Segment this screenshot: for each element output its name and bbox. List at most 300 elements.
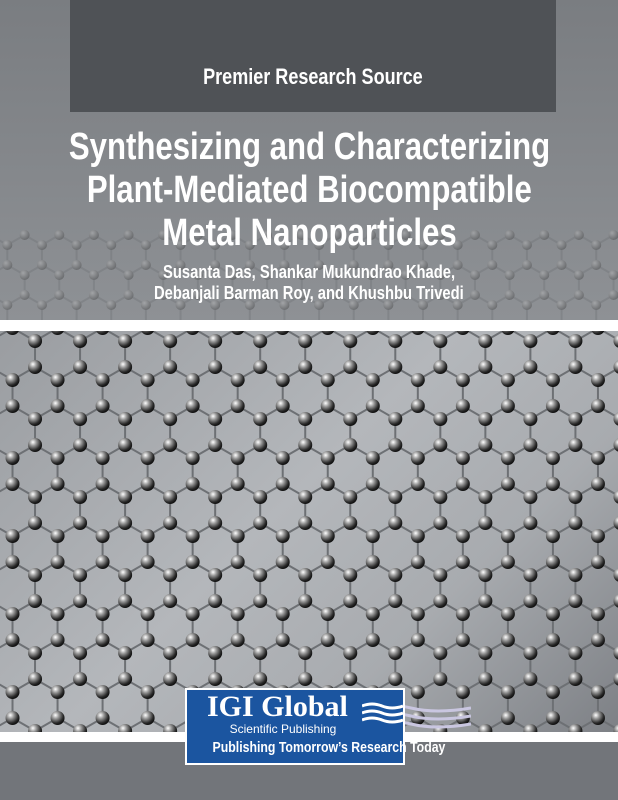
lattice-atom bbox=[343, 594, 357, 608]
lattice-atom bbox=[321, 477, 335, 491]
lattice-atom bbox=[276, 477, 290, 491]
lattice-atom bbox=[388, 516, 402, 530]
lattice-atom bbox=[276, 529, 290, 543]
lattice-atom bbox=[141, 451, 155, 465]
lattice-atom bbox=[411, 685, 425, 699]
lattice-atom bbox=[73, 594, 87, 608]
lattice-atom bbox=[186, 555, 200, 569]
lattice-atom bbox=[186, 529, 200, 543]
lattice-atom bbox=[186, 607, 200, 621]
lattice-atom bbox=[163, 672, 177, 686]
lattice-atom bbox=[298, 438, 312, 452]
lattice-atom bbox=[501, 711, 515, 725]
lattice-atom bbox=[411, 607, 425, 621]
lattice-atom bbox=[118, 334, 132, 348]
lattice-atom bbox=[73, 334, 87, 348]
lattice-atom bbox=[28, 438, 42, 452]
lattice-atom bbox=[231, 331, 245, 335]
lattice-atom bbox=[546, 607, 560, 621]
lattice-atom bbox=[73, 360, 87, 374]
lattice-atom bbox=[141, 477, 155, 491]
lattice-atom bbox=[96, 399, 110, 413]
lattice-atom bbox=[523, 724, 537, 732]
lattice-atom bbox=[96, 451, 110, 465]
lattice-atom bbox=[613, 412, 618, 426]
lattice-atom bbox=[591, 685, 605, 699]
lattice-atom bbox=[456, 331, 470, 335]
lattice-atom bbox=[546, 529, 560, 543]
lattice-atom bbox=[51, 399, 65, 413]
lattice-atom bbox=[186, 451, 200, 465]
lattice-atom bbox=[231, 607, 245, 621]
lattice-atom bbox=[613, 594, 618, 608]
lattice-atom bbox=[433, 516, 447, 530]
lattice-atom bbox=[276, 555, 290, 569]
lattice-atom bbox=[523, 672, 537, 686]
lattice-atom bbox=[298, 490, 312, 504]
lattice-atom bbox=[51, 373, 65, 387]
lattice-atom bbox=[613, 646, 618, 660]
author-line: Susanta Das, Shankar Mukundrao Khade, bbox=[163, 262, 455, 282]
lattice-atom bbox=[343, 490, 357, 504]
lattice-atom bbox=[163, 360, 177, 374]
lattice-atom bbox=[411, 633, 425, 647]
lattice-atom bbox=[343, 672, 357, 686]
lattice-atom bbox=[141, 685, 155, 699]
lattice-atom bbox=[501, 451, 515, 465]
lattice-atom bbox=[141, 607, 155, 621]
lattice-atom bbox=[501, 331, 515, 335]
lattice-atom bbox=[96, 529, 110, 543]
lattice-atom bbox=[28, 724, 42, 732]
lattice-atom bbox=[118, 360, 132, 374]
lattice-atom bbox=[568, 412, 582, 426]
lattice-atom bbox=[298, 646, 312, 660]
lattice-atom bbox=[118, 724, 132, 732]
lattice-atom bbox=[186, 633, 200, 647]
title-line: Synthesizing and Characterizing bbox=[68, 126, 550, 168]
lattice-atom bbox=[478, 724, 492, 732]
lattice-atom bbox=[231, 477, 245, 491]
lattice-atom bbox=[51, 685, 65, 699]
lattice-atom bbox=[523, 490, 537, 504]
lattice-atom bbox=[501, 399, 515, 413]
lattice-atom bbox=[141, 331, 155, 335]
lattice-atom bbox=[276, 451, 290, 465]
lattice-atom bbox=[28, 672, 42, 686]
lattice-atom bbox=[186, 477, 200, 491]
lattice-atom bbox=[276, 373, 290, 387]
lattice-atom bbox=[456, 529, 470, 543]
publisher-name: IGI Global bbox=[207, 690, 348, 723]
lattice-atom bbox=[591, 477, 605, 491]
lattice-atom bbox=[141, 529, 155, 543]
lattice-atom bbox=[568, 646, 582, 660]
lattice-atom bbox=[96, 633, 110, 647]
lattice-atom bbox=[433, 490, 447, 504]
lattice-atom bbox=[208, 438, 222, 452]
lattice-atom bbox=[366, 399, 380, 413]
lattice-atom bbox=[6, 331, 20, 335]
lattice-atom bbox=[546, 451, 560, 465]
lattice-atom bbox=[208, 646, 222, 660]
lattice-atom bbox=[28, 490, 42, 504]
lattice-atom bbox=[163, 594, 177, 608]
lattice-atom bbox=[73, 646, 87, 660]
lattice-atom bbox=[591, 555, 605, 569]
lattice-atom bbox=[51, 451, 65, 465]
lattice-atom bbox=[141, 633, 155, 647]
lattice-atom bbox=[321, 555, 335, 569]
lattice-atom bbox=[343, 438, 357, 452]
publisher-subtitle: Scientific Publishing bbox=[229, 722, 337, 736]
lattice-atom bbox=[253, 334, 267, 348]
lattice-atom bbox=[523, 334, 537, 348]
lattice-atom bbox=[478, 568, 492, 582]
lattice-atom bbox=[546, 633, 560, 647]
lattice-atom bbox=[411, 331, 425, 335]
lattice-atom bbox=[591, 529, 605, 543]
lattice-atom bbox=[546, 711, 560, 725]
lattice-atom bbox=[501, 607, 515, 621]
lattice-atom bbox=[523, 568, 537, 582]
lattice-atom bbox=[28, 516, 42, 530]
lattice-atom bbox=[388, 412, 402, 426]
lattice-atom bbox=[343, 412, 357, 426]
lattice-atom bbox=[613, 438, 618, 452]
author-line: Debanjali Barman Roy, and Khushbu Trivedi bbox=[154, 283, 464, 303]
lattice-atom bbox=[568, 334, 582, 348]
lattice-atom bbox=[253, 516, 267, 530]
lattice-atom bbox=[6, 633, 20, 647]
lattice-atom bbox=[6, 399, 20, 413]
lattice-atom bbox=[388, 334, 402, 348]
authors bbox=[0, 262, 618, 304]
lattice-atom bbox=[96, 477, 110, 491]
lattice-atom bbox=[163, 646, 177, 660]
lattice-atom bbox=[253, 360, 267, 374]
lattice-atom bbox=[253, 490, 267, 504]
lattice-atom bbox=[433, 334, 447, 348]
lattice-atom bbox=[366, 331, 380, 335]
lattice-atom bbox=[231, 451, 245, 465]
lattice-atom bbox=[613, 360, 618, 374]
title-line: Metal Nanoparticles bbox=[161, 212, 457, 254]
lattice-atom bbox=[478, 594, 492, 608]
lattice-atom bbox=[613, 724, 618, 732]
lattice-atom bbox=[568, 672, 582, 686]
lattice-atom bbox=[141, 399, 155, 413]
lattice-atom bbox=[321, 373, 335, 387]
lattice-atom bbox=[568, 438, 582, 452]
lattice-atom bbox=[546, 477, 560, 491]
lattice-atom bbox=[231, 555, 245, 569]
lattice-atom bbox=[411, 477, 425, 491]
lattice-atom bbox=[6, 373, 20, 387]
lattice-atom bbox=[343, 360, 357, 374]
lattice-atom bbox=[568, 594, 582, 608]
lattice-atom bbox=[51, 477, 65, 491]
lattice-atom bbox=[321, 607, 335, 621]
lattice-atom bbox=[366, 633, 380, 647]
lattice-atom bbox=[456, 373, 470, 387]
lattice-atom bbox=[253, 438, 267, 452]
lattice-atom bbox=[456, 477, 470, 491]
lattice-atom bbox=[6, 477, 20, 491]
lattice-atom bbox=[366, 529, 380, 543]
lattice-atom bbox=[523, 412, 537, 426]
lattice-atom bbox=[433, 412, 447, 426]
lattice-atom bbox=[73, 412, 87, 426]
graphene-lattice-image bbox=[0, 331, 618, 732]
lattice-atom bbox=[298, 516, 312, 530]
lattice-atom bbox=[298, 334, 312, 348]
series-label: Premier Research Source bbox=[203, 64, 423, 89]
lattice-atom bbox=[276, 633, 290, 647]
lattice-atom bbox=[388, 646, 402, 660]
lattice-atom bbox=[28, 568, 42, 582]
lattice-atom bbox=[298, 568, 312, 582]
book-title bbox=[0, 126, 618, 255]
lattice-atom bbox=[478, 360, 492, 374]
lattice-atom bbox=[231, 373, 245, 387]
lattice-atom bbox=[568, 490, 582, 504]
lattice-atom bbox=[591, 711, 605, 725]
lattice-atom bbox=[523, 646, 537, 660]
lattice-atom bbox=[51, 555, 65, 569]
lattice-atom bbox=[366, 607, 380, 621]
lattice-atom bbox=[118, 516, 132, 530]
lattice-atom bbox=[6, 555, 20, 569]
lattice-atom bbox=[613, 490, 618, 504]
lattice-atom bbox=[568, 516, 582, 530]
lattice-atom bbox=[478, 672, 492, 686]
lattice-atom bbox=[118, 568, 132, 582]
lattice-atom bbox=[456, 451, 470, 465]
lattice-atom bbox=[478, 412, 492, 426]
lattice-atom bbox=[208, 412, 222, 426]
lattice-atom bbox=[568, 724, 582, 732]
lattice-atom bbox=[343, 646, 357, 660]
lattice-atom bbox=[478, 438, 492, 452]
lattice-atom bbox=[433, 360, 447, 374]
lattice-atom bbox=[433, 568, 447, 582]
lattice-atom bbox=[321, 633, 335, 647]
series-banner bbox=[70, 0, 556, 112]
lattice-atom bbox=[388, 490, 402, 504]
lattice-atom bbox=[523, 360, 537, 374]
lattice-atom bbox=[163, 438, 177, 452]
lattice-atom bbox=[208, 516, 222, 530]
lattice-atom bbox=[141, 555, 155, 569]
lattice-atom bbox=[366, 555, 380, 569]
lattice-atom bbox=[208, 594, 222, 608]
lattice-atom bbox=[411, 399, 425, 413]
lattice-atom bbox=[591, 331, 605, 335]
lattice-atom bbox=[546, 373, 560, 387]
lattice-atom bbox=[613, 568, 618, 582]
lattice-atom bbox=[298, 672, 312, 686]
lattice-atom bbox=[456, 607, 470, 621]
lattice-atom bbox=[478, 646, 492, 660]
lattice-atom bbox=[73, 516, 87, 530]
publisher-logo bbox=[185, 688, 446, 765]
lattice-atom bbox=[366, 477, 380, 491]
lattice-atom bbox=[118, 672, 132, 686]
lattice-atom bbox=[568, 568, 582, 582]
lattice-atom bbox=[546, 331, 560, 335]
publisher-tagline: Publishing Tomorrow’s Research Today bbox=[212, 739, 446, 756]
lattice-atom bbox=[456, 685, 470, 699]
lattice-atom bbox=[388, 594, 402, 608]
lattice-atom bbox=[613, 672, 618, 686]
lattice-atom bbox=[298, 360, 312, 374]
lattice-atom bbox=[208, 360, 222, 374]
lattice-atom bbox=[208, 568, 222, 582]
lattice-atom bbox=[501, 529, 515, 543]
lattice-atom bbox=[208, 334, 222, 348]
lattice-atom bbox=[591, 633, 605, 647]
lattice-atom bbox=[163, 516, 177, 530]
lattice-atom bbox=[591, 451, 605, 465]
lattice-atom bbox=[141, 373, 155, 387]
lattice-atom bbox=[411, 555, 425, 569]
logo-wave-icon bbox=[362, 702, 403, 724]
lattice-atom bbox=[456, 399, 470, 413]
lattice-atom bbox=[478, 490, 492, 504]
lattice-atom bbox=[6, 711, 20, 725]
lattice-atom bbox=[613, 334, 618, 348]
divider-stripe bbox=[0, 320, 618, 331]
lattice-atom bbox=[591, 399, 605, 413]
lattice-atom bbox=[366, 451, 380, 465]
lattice-atom bbox=[411, 373, 425, 387]
lattice-atom bbox=[253, 568, 267, 582]
lattice-atom bbox=[433, 438, 447, 452]
lattice-atom bbox=[163, 334, 177, 348]
lattice-atom bbox=[388, 438, 402, 452]
lattice-atom bbox=[321, 399, 335, 413]
lattice-atom bbox=[298, 412, 312, 426]
lattice-atom bbox=[163, 412, 177, 426]
lattice-atom bbox=[96, 685, 110, 699]
lattice-atom bbox=[546, 399, 560, 413]
lattice-atom bbox=[28, 334, 42, 348]
lattice-atom bbox=[343, 516, 357, 530]
lattice-atom bbox=[96, 607, 110, 621]
lattice-atom bbox=[501, 633, 515, 647]
lattice-atom bbox=[208, 672, 222, 686]
lattice-atom bbox=[321, 529, 335, 543]
lattice-atom bbox=[28, 594, 42, 608]
lattice-atom bbox=[343, 568, 357, 582]
lattice-atom bbox=[231, 529, 245, 543]
lattice-atom bbox=[73, 724, 87, 732]
lattice-atom bbox=[253, 412, 267, 426]
lattice-atom bbox=[118, 412, 132, 426]
lattice-atom bbox=[118, 438, 132, 452]
lattice-atom bbox=[591, 607, 605, 621]
lattice-atom bbox=[253, 646, 267, 660]
lattice-atom bbox=[388, 360, 402, 374]
lattice-atom bbox=[253, 594, 267, 608]
lattice-atom bbox=[163, 490, 177, 504]
lattice-atom bbox=[73, 490, 87, 504]
hexagonal-lattice-graphic bbox=[0, 331, 618, 732]
lattice-atom bbox=[51, 529, 65, 543]
lattice-atom bbox=[96, 331, 110, 335]
lattice-atom bbox=[276, 399, 290, 413]
lattice-atom bbox=[456, 633, 470, 647]
lattice-atom bbox=[298, 594, 312, 608]
lattice-atom bbox=[51, 331, 65, 335]
lattice-atom bbox=[546, 555, 560, 569]
lattice-atom bbox=[96, 555, 110, 569]
lattice-atom bbox=[433, 646, 447, 660]
lattice-atom bbox=[456, 555, 470, 569]
lattice-atom bbox=[73, 438, 87, 452]
lattice-atom bbox=[118, 594, 132, 608]
lattice-atom bbox=[28, 646, 42, 660]
lattice-atom bbox=[411, 529, 425, 543]
lattice-atom bbox=[6, 685, 20, 699]
lattice-atom bbox=[118, 490, 132, 504]
lattice-atom bbox=[141, 711, 155, 725]
lattice-atom bbox=[6, 607, 20, 621]
lattice-atom bbox=[51, 607, 65, 621]
lattice-atom bbox=[96, 711, 110, 725]
lattice-atom bbox=[501, 373, 515, 387]
lattice-atom bbox=[231, 633, 245, 647]
title-line: Plant-Mediated Biocompatible bbox=[86, 169, 532, 211]
lattice-atom bbox=[501, 555, 515, 569]
lattice-atom bbox=[276, 331, 290, 335]
lattice-atom bbox=[73, 568, 87, 582]
lattice-atom bbox=[163, 724, 177, 732]
lattice-atom bbox=[186, 399, 200, 413]
lattice-atom bbox=[388, 672, 402, 686]
lattice-atom bbox=[231, 399, 245, 413]
lattice-atom bbox=[433, 594, 447, 608]
lattice-atom bbox=[51, 633, 65, 647]
lattice-atom bbox=[28, 412, 42, 426]
lattice-atom bbox=[523, 438, 537, 452]
lattice-atom bbox=[253, 672, 267, 686]
lattice-atom bbox=[51, 711, 65, 725]
lattice-atom bbox=[478, 516, 492, 530]
lattice-atom bbox=[343, 334, 357, 348]
lattice-atom bbox=[6, 451, 20, 465]
lattice-atom bbox=[186, 373, 200, 387]
lattice-atom bbox=[523, 594, 537, 608]
lattice-atom bbox=[478, 334, 492, 348]
lattice-atom bbox=[73, 672, 87, 686]
lattice-atom bbox=[276, 607, 290, 621]
lattice-atom bbox=[208, 490, 222, 504]
lattice-atom bbox=[501, 685, 515, 699]
lattice-atom bbox=[411, 451, 425, 465]
lattice-atom bbox=[366, 373, 380, 387]
lattice-atom bbox=[6, 529, 20, 543]
lattice-atom bbox=[591, 373, 605, 387]
lattice-atom bbox=[613, 516, 618, 530]
lattice-atom bbox=[568, 360, 582, 374]
lattice-atom bbox=[433, 672, 447, 686]
lattice-atom bbox=[186, 331, 200, 335]
lattice-atom bbox=[523, 516, 537, 530]
lattice-atom bbox=[96, 373, 110, 387]
lattice-atom bbox=[118, 646, 132, 660]
